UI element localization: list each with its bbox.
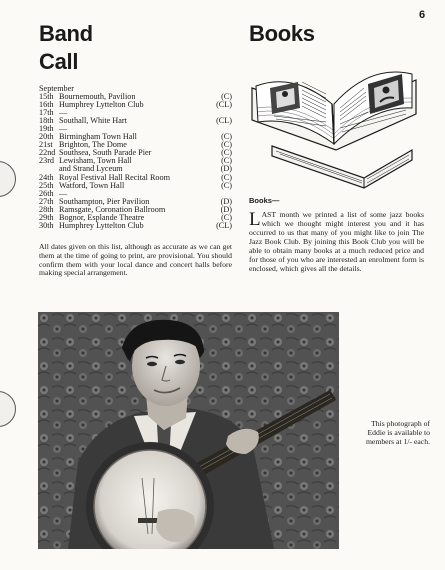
engagement-date: 29th — [39, 212, 54, 222]
engagement-row — [39, 125, 232, 133]
page-number: 6 — [419, 9, 426, 21]
engagement-date: 22nd — [39, 148, 56, 158]
engagement-venue: Birmingham Town Hall — [59, 133, 137, 142]
drop-cap: L — [249, 209, 261, 230]
engagement-row — [39, 174, 232, 182]
punch-hole-bottom — [0, 391, 16, 427]
engagement-venue: Watford, Town Hall — [59, 181, 125, 190]
engagement-venue: — — [59, 109, 68, 118]
band-call-list — [39, 85, 232, 230]
engagement-code: (CL) — [216, 220, 232, 230]
engagement-date: 16th — [39, 100, 54, 110]
band-call-title-line1: Band — [39, 21, 93, 46]
engagement-row — [39, 214, 232, 222]
engagement-date: 23rd — [39, 156, 55, 166]
engagement-row — [39, 133, 232, 141]
engagement-row — [39, 101, 232, 109]
engagement-row — [39, 141, 232, 149]
engagement-code: (D) — [220, 196, 232, 206]
engagement-row — [39, 190, 232, 198]
engagement-date: 19th — [39, 124, 54, 134]
eddie-banjo-photograph — [38, 312, 339, 549]
engagement-code: (C) — [221, 156, 232, 166]
engagement-date: 20th — [39, 132, 54, 142]
engagement-code: (C) — [221, 148, 232, 158]
engagement-venue: Humphrey Lyttelton Club — [59, 221, 144, 230]
band-call-title-line2: Call — [39, 49, 79, 74]
open-book-illustration — [246, 52, 421, 189]
engagement-venue: Humphrey Lyttelton Club — [59, 101, 144, 110]
engagement-date: 24th — [39, 172, 54, 182]
books-title: Books — [249, 21, 315, 46]
engagement-date: 26th — [39, 188, 54, 198]
engagement-venue: Bognor, Esplande Theatre — [59, 213, 145, 222]
engagement-date: 17th — [39, 108, 54, 118]
engagement-venue: — — [59, 189, 68, 198]
engagement-code: (CL) — [216, 116, 232, 126]
engagement-venue: Royal Festival Hall Recital Room — [59, 173, 170, 182]
engagement-date: 21st — [39, 140, 53, 150]
engagement-row — [39, 117, 232, 125]
month-label: September — [39, 84, 75, 93]
engagement-code: (C) — [221, 140, 232, 150]
engagement-row — [39, 198, 232, 206]
punch-hole-top — [0, 161, 16, 197]
books-subheading: Books— — [249, 196, 280, 205]
engagement-date: 15th — [39, 92, 54, 102]
engagement-venue: Bournemouth, Pavilion — [59, 93, 136, 102]
engagement-row — [39, 165, 232, 173]
band-call-title — [39, 20, 93, 76]
photo-caption: This photograph of Eddie is available to members at 1/- each. — [365, 419, 430, 447]
engagement-code: (D) — [220, 204, 232, 214]
engagement-row — [39, 109, 232, 117]
engagement-code: (C) — [221, 172, 232, 182]
engagement-row — [39, 93, 232, 101]
engagement-date: 30th — [39, 220, 54, 230]
books-article — [249, 210, 424, 273]
engagement-venue: — — [59, 125, 68, 134]
engagement-date: 28th — [39, 204, 54, 214]
engagement-code: (C) — [221, 212, 232, 222]
engagement-row — [39, 157, 232, 165]
engagement-venue: and Strand Lyceum — [59, 165, 123, 174]
engagement-date: 18th — [39, 116, 54, 126]
engagement-venue: Brighton, The Dome — [59, 141, 127, 150]
engagement-date: 27th — [39, 196, 54, 206]
engagement-venue: Southsea, South Parade Pier — [59, 149, 152, 158]
engagement-code: (C) — [221, 92, 232, 102]
engagement-rows — [39, 93, 232, 230]
engagement-code: (D) — [220, 164, 232, 174]
engagement-venue: Southall, White Hart — [59, 117, 127, 126]
engagement-code: (CL) — [216, 100, 232, 110]
books-article-body: AST month we printed a list of some jazz books which we thought might interest you and it has occurred to us that many of you might like to join The Jazz Book Club. By joining this Book Club you will be able to obtain many books at a much reduced price and for those of you who are interested an enrolment form is enclosed, which gives all the details. — [249, 210, 424, 273]
engagement-venue: Southampton, Pier Pavilion — [59, 197, 150, 206]
engagement-row — [39, 149, 232, 157]
engagement-code: (C) — [221, 132, 232, 142]
engagement-date: 25th — [39, 180, 54, 190]
engagement-row — [39, 222, 232, 230]
engagement-row — [39, 206, 232, 214]
band-call-note: All dates given on this list, although as accurate as we can get them at the time of going to print, are provisional. You should confirm them with your local dance and concert halls before making special arrangement. — [39, 242, 232, 278]
engagement-code: (C) — [221, 180, 232, 190]
engagement-row — [39, 182, 232, 190]
engagement-venue: Ramsgate, Coronation Ballroom — [59, 205, 166, 214]
engagement-venue: Lewisham, Town Hall — [59, 157, 132, 166]
